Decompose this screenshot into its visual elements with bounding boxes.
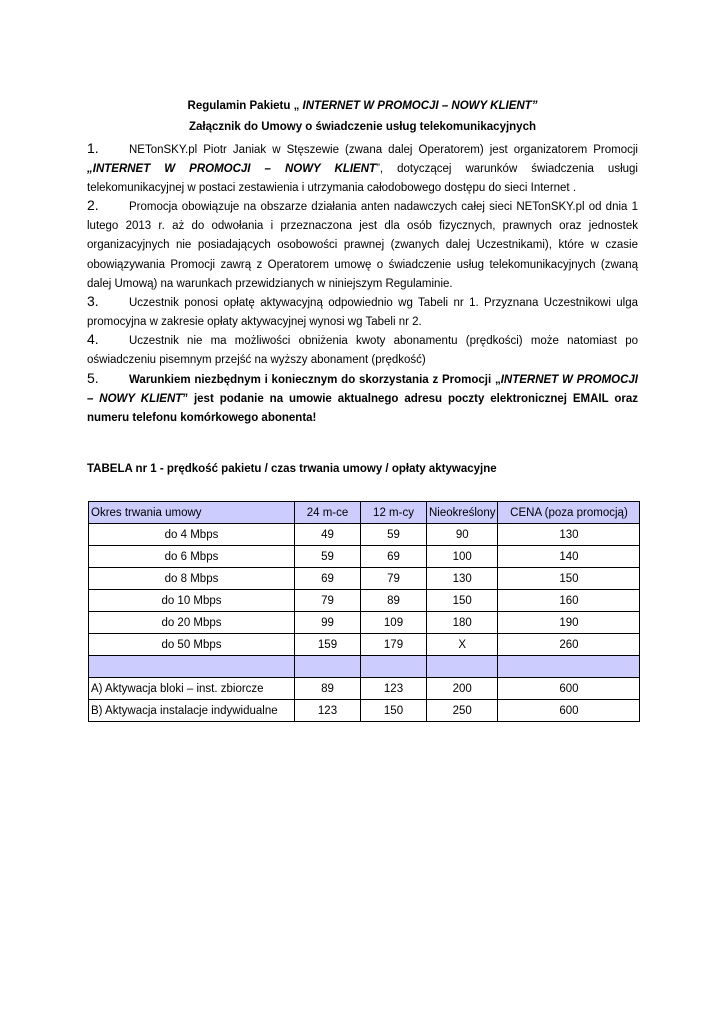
paragraph-1 [87, 139, 638, 199]
price-cell: X [427, 634, 498, 656]
title-promo-name: INTERNET W PROMOCJI – NOWY KLIENT” [302, 100, 538, 112]
price-cell: 150 [427, 590, 498, 612]
price-cell: 49 [295, 524, 361, 546]
price-cell: 79 [361, 568, 427, 590]
speed-cell: do 50 Mbps [89, 634, 295, 656]
paragraph-2 [87, 196, 638, 294]
paragraph-text: NETonSKY.pl Piotr Janiak w Stęszewie (zwana dalej Operatorem) jest organizatorem Promocji [129, 144, 638, 156]
header-cell: Nieokreślony [427, 502, 498, 524]
document-title [0, 100, 725, 112]
paragraph-text: ” jest podanie na umowie aktualnego adresu poczty elektronicznej EMAIL oraz numeru telefonu komórkowego abonenta! [87, 393, 638, 425]
price-cell: 99 [295, 612, 361, 634]
price-cell: 100 [427, 546, 498, 568]
paragraph-text: Warunkiem niezbędnym i koniecznym do skorzystania z Promocji „ [129, 374, 501, 386]
table-row [89, 634, 640, 656]
pricing-table [88, 501, 640, 722]
paragraph-text: Promocja obowiązuje na obszarze działania anten nadawczych całej sieci NETonSKY.pl od dnia 1 lutego 2013 r. aż do odwołania i przeznaczona jest dla osób fizycznych, prawnych oraz jednostek organizacyjnych nie posiadających osobowości prawnej (zwanych dalej Uczestnikami), które w czasie obowiązywania Promocji zawrą z Operatorem umowę o świadczenie usług telekomunikacyjnych (zwaną dalej Umową) na warunkach przewidzianych w niniejszym Regulaminie. [87, 201, 638, 290]
empty-cell [89, 656, 295, 678]
speed-cell: do 4 Mbps [89, 524, 295, 546]
document-subtitle: Załącznik do Umowy o świadczenie usług telekomunikacyjnych [188, 121, 537, 133]
speed-cell: do 10 Mbps [89, 590, 295, 612]
table-separator-row [89, 656, 640, 678]
paragraph-text: Uczestnik nie ma możliwości obniżenia kwoty abonamentu (prędkości) może natomiast po oświadczeniu pisemnym przejść na wyższy abonament (prędkość) [87, 335, 638, 367]
empty-cell [427, 656, 498, 678]
paragraph-text: Uczestnik ponosi opłatę aktywacyjną odpowiednio wg Tabeli nr 1. Przyznana Uczestnikowi ulga promocyjna w zakresie opłaty aktywacyjnej wynosi wg Tabeli nr 2. [87, 297, 638, 329]
price-cell: 130 [427, 568, 498, 590]
price-cell: 90 [427, 524, 498, 546]
table-row [89, 678, 640, 700]
paragraph-promo-name: INTERNET W PROMOCJI – NOWY KLIENT [87, 374, 638, 406]
activation-cell: A) Aktywacja bloki – inst. zbiorcze [89, 678, 295, 700]
table-row [89, 524, 640, 546]
price-cell: 600 [498, 700, 640, 722]
title-prefix: Regulamin Pakietu „ [187, 100, 303, 112]
price-cell: 123 [295, 700, 361, 722]
price-cell: 160 [498, 590, 640, 612]
price-cell: 179 [361, 634, 427, 656]
price-cell: 79 [295, 590, 361, 612]
price-cell: 250 [427, 700, 498, 722]
table-title: TABELA nr 1 - prędkość pakietu / czas trwania umowy / opłaty aktywacyjne [87, 463, 497, 475]
price-cell: 180 [427, 612, 498, 634]
price-cell: 260 [498, 634, 640, 656]
price-cell: 150 [361, 700, 427, 722]
speed-cell: do 6 Mbps [89, 546, 295, 568]
table-row [89, 612, 640, 634]
price-cell: 109 [361, 612, 427, 634]
table-row [89, 546, 640, 568]
table-row [89, 590, 640, 612]
price-cell: 59 [361, 524, 427, 546]
paragraph-number: 3. [87, 293, 99, 309]
price-cell: 123 [361, 678, 427, 700]
activation-cell: B) Aktywacja instalacje indywidualne [89, 700, 295, 722]
empty-cell [295, 656, 361, 678]
speed-cell: do 20 Mbps [89, 612, 295, 634]
price-cell: 130 [498, 524, 640, 546]
price-cell: 89 [361, 590, 427, 612]
paragraph-3 [87, 292, 638, 332]
price-cell: 159 [295, 634, 361, 656]
price-cell: 600 [498, 678, 640, 700]
price-cell: 69 [295, 568, 361, 590]
paragraph-number: 5. [87, 370, 99, 386]
paragraph-number: 4. [87, 331, 99, 347]
paragraph-5 [87, 369, 638, 429]
table-row [89, 568, 640, 590]
empty-cell [498, 656, 640, 678]
price-cell: 200 [427, 678, 498, 700]
price-cell: 140 [498, 546, 640, 568]
price-cell: 69 [361, 546, 427, 568]
price-cell: 89 [295, 678, 361, 700]
paragraph-promo-name: „INTERNET W PROMOCJI – NOWY KLIENT [87, 163, 377, 176]
table-header-row [89, 502, 640, 524]
price-cell: 150 [498, 568, 640, 590]
paragraph-number: 1. [87, 140, 99, 156]
paragraph-number: 2. [87, 197, 99, 213]
speed-cell: do 8 Mbps [89, 568, 295, 590]
table-row [89, 700, 640, 722]
header-cell: CENA (poza promocją) [498, 502, 640, 524]
paragraph-text: ”, dotyczącej warunków świadczenia usługi telekomunikacyjnej w postaci zestawienia i utrzymania całodobowego dostępu do sieci Internet . [87, 163, 638, 195]
price-cell: 190 [498, 612, 640, 634]
empty-cell [361, 656, 427, 678]
header-cell: 12 m-cy [361, 502, 427, 524]
header-cell: Okres trwania umowy [89, 502, 295, 524]
price-cell: 59 [295, 546, 361, 568]
header-cell: 24 m-ce [295, 502, 361, 524]
paragraph-4 [87, 330, 638, 370]
